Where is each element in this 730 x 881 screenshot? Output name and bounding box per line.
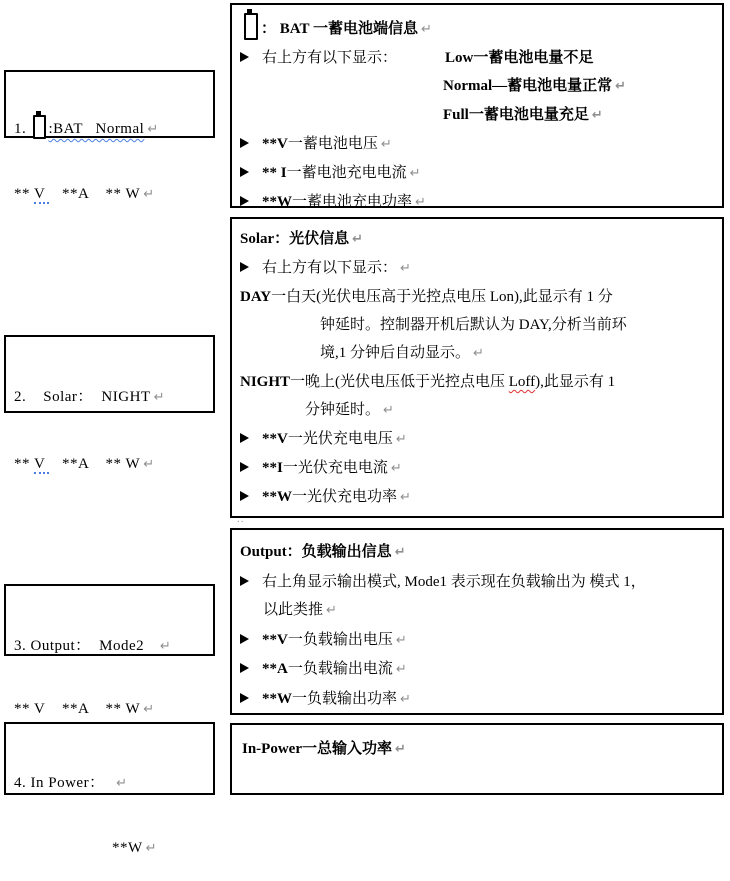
lcd-bat-status: :BAT Normal [48, 121, 145, 137]
bat-bullet-voltage [232, 130, 722, 159]
solar-day-text3: 境,1 分钟后自动显示。 [320, 345, 471, 361]
output-bullet-voltage [232, 626, 722, 656]
output-heading [232, 538, 722, 568]
arrowhead-bullet-icon [240, 167, 249, 177]
return-mark-icon: ↵ [145, 841, 157, 856]
inpower-text-line [232, 735, 722, 764]
solar-heading [232, 225, 722, 254]
return-mark-icon: ↵ [615, 79, 627, 94]
lcd-bat-stats-pre: ** [14, 186, 34, 202]
solar-current-text: 一光伏充电电流 [282, 460, 388, 476]
lcd-inpower-line1 [6, 768, 213, 799]
arrowhead-bullet-icon [240, 663, 249, 673]
bat-current-symbol: ** I [262, 165, 287, 181]
arrowhead-bullet-icon [240, 491, 249, 501]
return-mark-icon: ↵ [415, 195, 426, 210]
return-mark-icon: ↵ [395, 662, 407, 677]
output-bullet-mode [232, 568, 722, 597]
lcd-output-line2 [6, 695, 213, 724]
return-mark-icon: ↵ [400, 691, 411, 707]
return-mark-icon: ↵ [159, 639, 171, 654]
solar-power-text: 一光伏充电功率 [292, 489, 398, 505]
lcd-solar-text: 2. Solar： NIGHT [14, 389, 151, 405]
battery-icon [33, 115, 46, 139]
desc-panel-inpower [230, 723, 724, 795]
lcd-panel-bat [4, 70, 215, 202]
solar-bullet-display [232, 254, 722, 283]
solar-day-line1 [232, 283, 722, 311]
bat-normal-label: Normal—蓄电池电量正常 [443, 78, 613, 94]
bat-voltage-symbol: **V [262, 136, 288, 152]
lcd-bat-stats-rest: **A ** W [49, 186, 141, 202]
output-mode-text: 右上角显示输出模式, Mode1 表示现在负载输出为 模式 1， [262, 573, 646, 590]
solar-current-symbol: **I [262, 460, 283, 476]
solar-night-keyword: NIGHT [240, 374, 291, 390]
bat-heading-colon: ： [261, 21, 280, 37]
output-bullet-mode-cont [232, 596, 722, 626]
output-voltage-text: 一负载输出电压 [287, 631, 393, 648]
lcd-output-line1 [6, 632, 213, 661]
output-current-text: 一负载输出电流 [287, 661, 393, 677]
arrowhead-bullet-icon [240, 262, 249, 272]
arrowhead-bullet-icon [240, 138, 249, 148]
solar-day-text2: 钟延时。控制器开机后默认为 DAY,分析当前环 [320, 317, 627, 333]
output-voltage-symbol: **V [262, 631, 288, 648]
output-power-text: 一负载输出功率 [292, 690, 398, 707]
bat-full-text [232, 101, 722, 130]
bat-power-text: 一蓄电池充电功率 [292, 194, 413, 210]
solar-bullet-power [232, 483, 722, 512]
lcd-bat-line1 [6, 114, 213, 145]
output-mode-text2: 以此类推 [263, 602, 324, 618]
bat-bullet-display-label: 右上方有以下显示： [262, 50, 398, 66]
arrowhead-bullet-icon [240, 196, 249, 206]
return-mark-icon: ↵ [400, 490, 411, 505]
return-mark-icon: ↵ [143, 702, 155, 717]
return-mark-icon: ↵ [326, 603, 337, 618]
bat-heading [232, 13, 722, 44]
solar-day-text: 一白天(光伏电压高于光控点电压 Lon),此显示有 1 分 [271, 289, 613, 305]
output-bullet-power [232, 685, 722, 715]
bat-bullet-display [232, 44, 722, 72]
solar-voltage-symbol: **V [262, 431, 288, 447]
bat-low-text: Low一蓄电池电量不足 [445, 50, 594, 66]
solar-bullet-display-label: 右上方有以下显示： [262, 260, 398, 276]
return-mark-icon: ↵ [395, 432, 407, 447]
solar-bullet-voltage [232, 425, 722, 454]
lcd-bat-line2 [6, 179, 213, 210]
lcd-output-stats: ** V **A ** W [14, 701, 141, 717]
solar-power-symbol: **W [262, 489, 292, 505]
return-mark-icon: ↵ [409, 166, 421, 181]
output-bullet-current [232, 655, 722, 685]
arrowhead-bullet-icon [240, 52, 249, 62]
return-mark-icon: ↵ [394, 545, 406, 560]
return-mark-icon: ↵ [380, 137, 392, 152]
output-heading-text: Output：负载输出信息 [240, 544, 392, 560]
return-mark-icon: ↵ [395, 742, 406, 757]
solar-bullet-current [232, 454, 722, 483]
lcd-solar-stats-v: V [33, 456, 50, 472]
return-mark-icon: ↵ [390, 461, 402, 476]
bat-bullet-power [232, 188, 722, 217]
lcd-bat-number: 1. [14, 121, 31, 137]
lcd-solar-stats-pre: ** [14, 456, 34, 472]
return-mark-icon: ↵ [352, 232, 364, 247]
lcd-inpower-watts: **W [112, 840, 143, 856]
solar-night-text: 一晚上(光伏电压低于光控点电压 [290, 374, 509, 390]
return-mark-icon: ↵ [116, 776, 127, 791]
desc-panel-bat [230, 3, 724, 208]
arrowhead-bullet-icon [240, 634, 249, 644]
lcd-inpower-text: 4. In Power： [14, 775, 114, 791]
return-mark-icon: ↵ [400, 261, 411, 276]
bat-voltage-text: 一蓄电池电压 [287, 136, 378, 152]
lcd-output-text: 3. Output： Mode2 [14, 638, 157, 654]
lcd-solar-line2 [6, 448, 213, 481]
lcd-panel-inpower [4, 722, 215, 856]
return-mark-icon: ↵ [143, 187, 155, 202]
return-mark-icon: ↵ [395, 632, 407, 648]
bat-heading-text: BAT 一蓄电池端信息 [279, 21, 418, 37]
solar-heading-text: Solar：光伏信息 [240, 231, 350, 247]
lcd-panel-solar [4, 335, 215, 472]
solar-day-line2 [232, 311, 722, 339]
bat-bullet-current [232, 159, 722, 188]
return-mark-icon: ↵ [147, 122, 159, 137]
lcd-inpower-line2 [6, 833, 213, 864]
arrowhead-bullet-icon [240, 576, 249, 586]
solar-night-line2 [232, 396, 722, 425]
solar-day-line3 [232, 339, 722, 368]
arrowhead-bullet-icon [240, 462, 249, 472]
lcd-solar-stats-rest: **A ** W [49, 456, 141, 472]
output-current-symbol: **A [262, 661, 288, 677]
solar-voltage-text: 一光伏充电电压 [287, 431, 393, 447]
lcd-panel-output [4, 584, 215, 717]
arrowhead-bullet-icon [240, 693, 249, 703]
solar-day-keyword: DAY [240, 289, 272, 305]
lcd-solar-line1 [6, 381, 213, 414]
solar-night-loff: Loff [508, 374, 536, 390]
battery-icon [244, 13, 258, 40]
arrowhead-bullet-icon [240, 433, 249, 443]
lcd-bat-stats-v: V [33, 186, 50, 202]
bat-full-label: Full一蓄电池电量充足 [443, 107, 589, 123]
return-mark-icon: ↵ [591, 108, 603, 123]
return-mark-icon: ↵ [420, 22, 432, 37]
bat-power-symbol: **W [262, 194, 292, 210]
return-mark-icon: ↵ [473, 346, 484, 361]
bat-current-text: 一蓄电池充电电流 [286, 165, 407, 181]
solar-night-text2: ),此显示有 1 [535, 374, 616, 390]
solar-night-text3: 分钟延时。 [305, 402, 381, 418]
return-mark-icon: ↵ [383, 403, 394, 418]
desc-panel-solar [230, 217, 724, 525]
desc-panel-output [230, 528, 724, 715]
output-power-symbol: **W [262, 690, 292, 707]
return-mark-icon: ↵ [153, 390, 165, 405]
stray-dots: .. [237, 513, 245, 525]
inpower-text: In-Power一总输入功率 [242, 741, 392, 757]
solar-night-line1 [232, 368, 722, 396]
bat-normal-text [232, 72, 722, 101]
return-mark-icon: ↵ [143, 457, 155, 472]
